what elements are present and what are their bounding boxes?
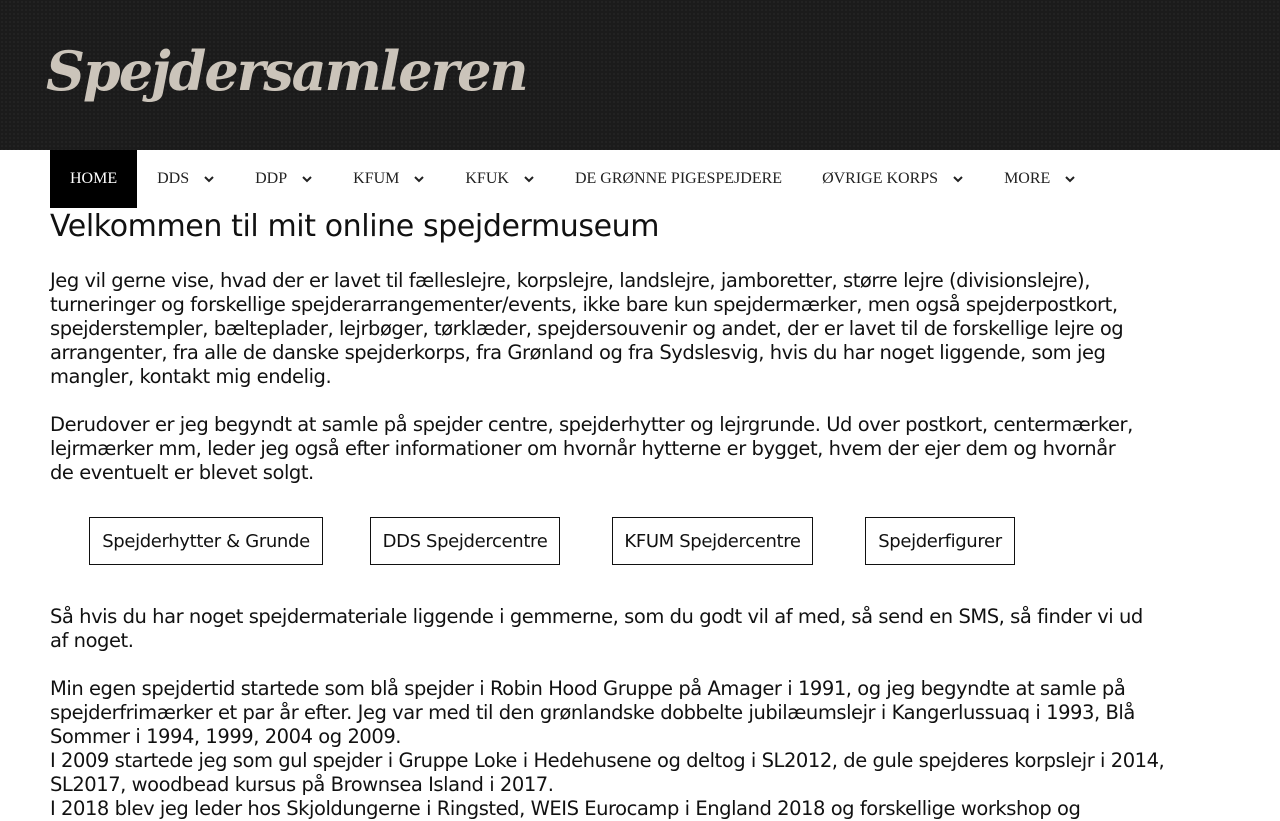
text-line: Derudover er jeg begyndt at samle på spejder centre, spejderhytter og lejrgrunde. Ud over postkort, centermærker,: [50, 413, 1133, 436]
site-header: [0, 0, 1280, 150]
nav-ddp-label: DDP: [255, 170, 288, 187]
text-line: turneringer og forskellige spejderarrangementer/events, ikke bare kun spejdermærker, men også spejderpostkort,: [50, 293, 1118, 316]
text-line: SL2017, woodbead kursus på Brownsea Island i 2017.: [50, 773, 554, 796]
nav-kfum-label: KFUM: [353, 170, 400, 187]
spejderfigurer-button[interactable]: Spejderfigurer: [865, 517, 1015, 565]
chevron-down-icon: [413, 173, 425, 185]
spejderhytter-grunde-button[interactable]: Spejderhytter & Grunde: [89, 517, 323, 565]
text-line: af noget.: [50, 629, 134, 652]
page-title: Velkommen til mit online spejdermuseum: [50, 209, 660, 244]
text-line: spejderfrimærker et par år efter. Jeg var med til den grønlandske dobbelte jubilæumslejr i Kangerlussuaq i 1993, Blå: [50, 701, 1135, 724]
donation-paragraph: [50, 605, 1230, 653]
nav-kfum[interactable]: [333, 150, 445, 208]
intro-paragraph: [50, 269, 1230, 389]
dds-spejdercentre-button[interactable]: DDS Spejdercentre: [370, 517, 560, 565]
text-line: Min egen spejdertid startede som blå spejder i Robin Hood Gruppe på Amager i 1991, og jeg begyndte at samle på: [50, 677, 1126, 700]
nav-home[interactable]: [50, 150, 137, 208]
nav-home-label: HOME: [70, 170, 118, 187]
text-line: lejrmærker mm, leder jeg også efter informationer om hvornår hytterne er bygget, hvem der ejer dem og hvornår: [50, 437, 1116, 460]
nav-dds[interactable]: [137, 150, 235, 208]
nav-ovrige-korps[interactable]: [802, 150, 984, 208]
chevron-down-icon: [952, 173, 964, 185]
text-line: de eventuelt er blevet solgt.: [50, 461, 314, 484]
category-buttons: [50, 517, 1230, 599]
nav-dds-label: DDS: [157, 170, 190, 187]
nav-kfuk-label: KFUK: [465, 170, 509, 187]
nav-ovrige-korps-label: ØVRIGE KORPS: [822, 170, 939, 187]
centres-paragraph: [50, 413, 1230, 485]
chevron-down-icon: [1064, 173, 1076, 185]
nav-de-gronne-pigespejdere[interactable]: [555, 150, 802, 208]
nav-ddp[interactable]: [235, 150, 333, 208]
nav-de-gronne-pigespejdere-label: DE GRØNNE PIGESPEJDERE: [574, 170, 783, 187]
text-line: spejderstempler, bælteplader, lejrbøger, tørklæder, spejdersouvenir og andet, der er lavet til de forskellige lejre og: [50, 317, 1124, 340]
nav-more-label: MORE: [1004, 170, 1051, 187]
text-line: Jeg vil gerne vise, hvad der er lavet til fælleslejre, korpslejre, landslejre, jamboretter, større lejre (divisionslejre),: [50, 269, 1090, 292]
main-content: [50, 208, 1230, 821]
chevron-down-icon: [203, 173, 215, 185]
history-paragraph: [50, 677, 1230, 821]
text-line: Sommer i 1994, 1999, 2004 og 2009.: [50, 725, 402, 748]
nav-kfuk[interactable]: [445, 150, 555, 208]
text-line: I 2009 startede jeg som gul spejder i Gruppe Loke i Hedehusene og deltog i SL2012, de gule spejderes korpslejr i 2014,: [50, 749, 1165, 772]
main-nav: [0, 150, 1280, 208]
text-line: arrangenter, fra alle de danske spejderkorps, fra Grønland og fra Sydslesvig, hvis du har noget liggende, som jeg: [50, 341, 1106, 364]
text-line: Så hvis du har noget spejdermateriale liggende i gemmerne, som du godt vil af med, så send en SMS, så finder vi ud: [50, 605, 1143, 628]
site-logo[interactable]: Spejdersamleren: [46, 39, 527, 103]
chevron-down-icon: [523, 173, 535, 185]
nav-more[interactable]: [984, 150, 1096, 208]
text-line: I 2018 blev jeg leder hos Skjoldungerne i Ringsted, WEIS Eurocamp i England 2018 og forskellige workshop og: [50, 797, 1081, 820]
text-line: mangler, kontakt mig endelig.: [50, 365, 332, 388]
chevron-down-icon: [301, 173, 313, 185]
kfum-spejdercentre-button[interactable]: KFUM Spejdercentre: [612, 517, 813, 565]
